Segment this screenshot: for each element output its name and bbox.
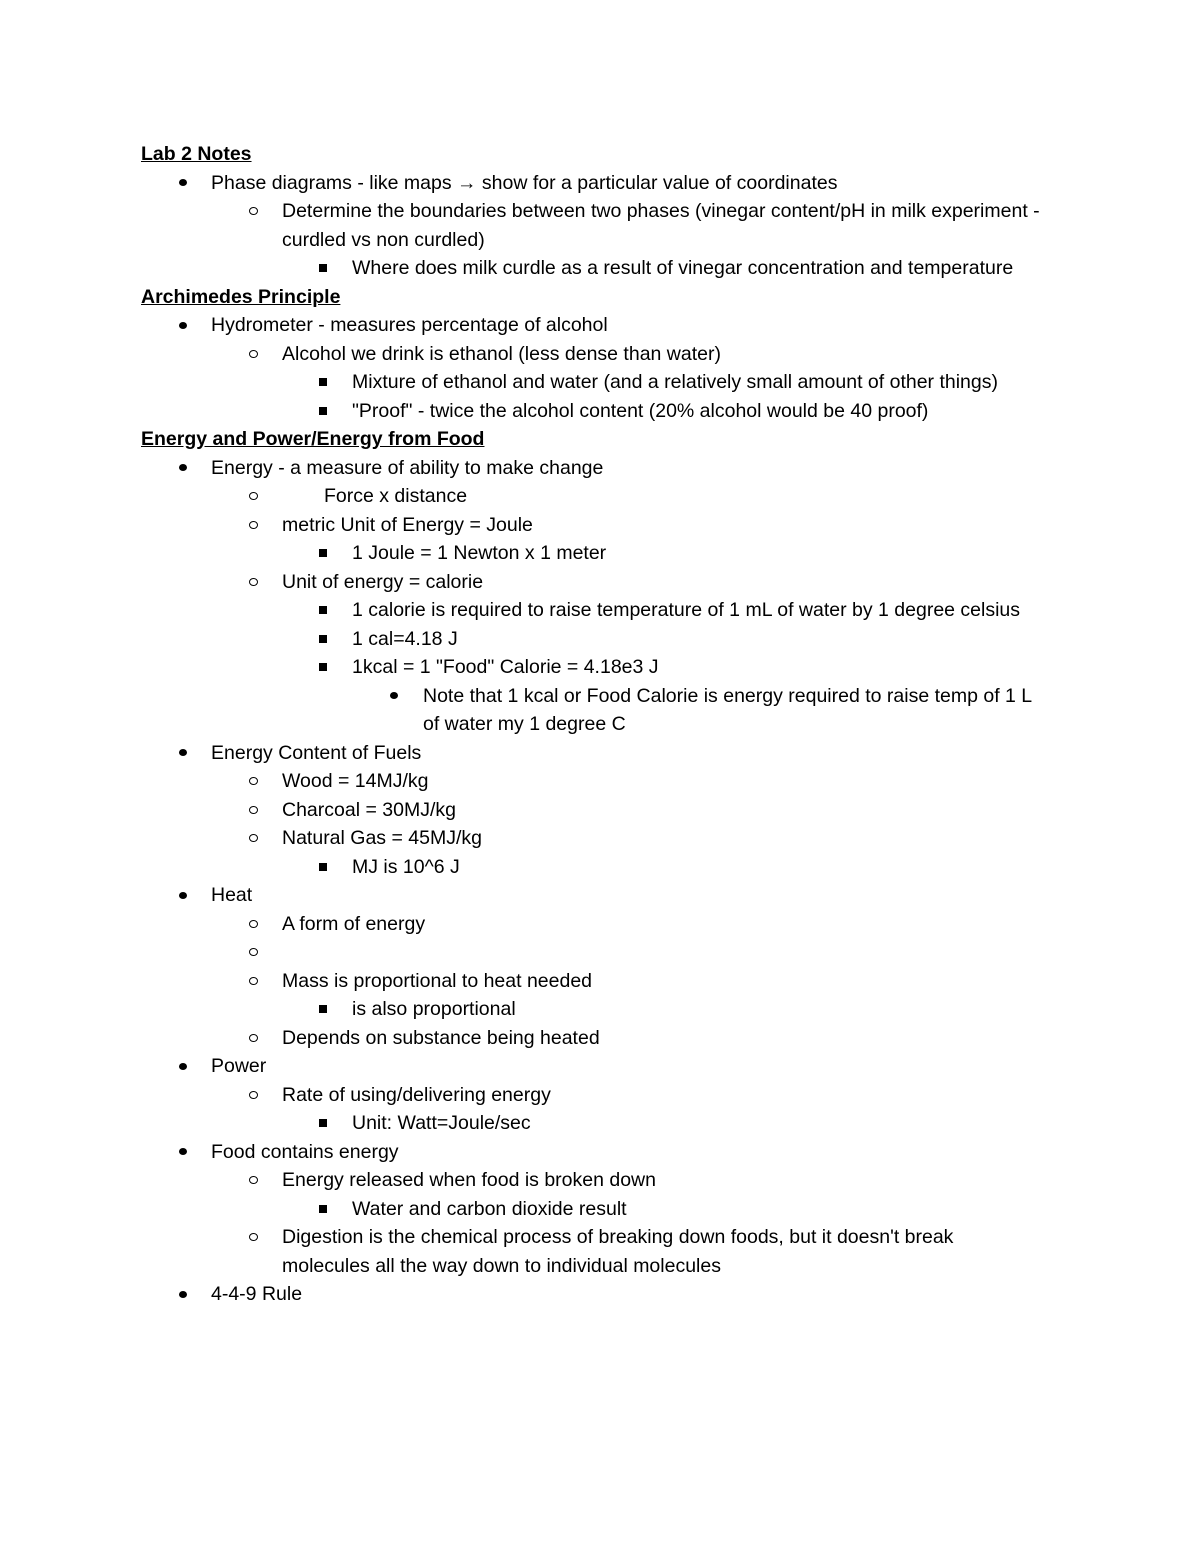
square-bullet-icon bbox=[319, 397, 327, 426]
hollow-circle-bullet-icon bbox=[249, 340, 258, 369]
list-item bbox=[141, 682, 1041, 739]
list-item bbox=[141, 1195, 1041, 1224]
list-item-text: Energy - a measure of ability to make change bbox=[211, 456, 604, 479]
list-item-text: Unit: Watt=Joule/sec bbox=[352, 1112, 531, 1134]
filled-circle-bullet-icon bbox=[179, 169, 187, 198]
list-item-text: 4-4-9 Rule bbox=[211, 1283, 303, 1305]
hollow-circle-bullet-icon bbox=[249, 511, 258, 540]
square-bullet-icon bbox=[319, 596, 327, 625]
list-item-text: Wood = 14MJ/kg bbox=[282, 770, 429, 792]
list-item-text: metric Unit of Energy = Joule bbox=[282, 513, 533, 536]
list-item bbox=[141, 539, 1041, 568]
list-item-text: Determine the boundaries between two phases (vinegar content/pH in milk experiment - curdled vs non curdled) bbox=[282, 200, 1040, 251]
list-item bbox=[141, 568, 1041, 597]
list-item bbox=[141, 397, 1041, 426]
hollow-circle-bullet-icon bbox=[249, 938, 258, 967]
list-item-text: 1kcal = 1 "Food" Calorie = 4.18e3 J bbox=[352, 656, 659, 678]
list-item bbox=[141, 311, 1041, 340]
list-item-text: Charcoal = 30MJ/kg bbox=[282, 798, 456, 821]
filled-circle-bullet-icon bbox=[179, 1052, 187, 1081]
list-item bbox=[141, 1109, 1041, 1138]
filled-circle-bullet-icon bbox=[179, 454, 187, 483]
hollow-circle-bullet-icon bbox=[249, 482, 258, 511]
hollow-circle-bullet-icon bbox=[249, 1166, 258, 1195]
list-item-text: Digestion is the chemical process of breaking down foods, but it doesn't break molecules all the way down to individual molecules bbox=[282, 1226, 954, 1277]
list-item-text: Depends on substance being heated bbox=[282, 1026, 600, 1049]
list-item bbox=[141, 1024, 1041, 1053]
filled-circle-bullet-icon bbox=[179, 739, 187, 768]
list-item-text: Mixture of ethanol and water (and a relatively small amount of other things) bbox=[352, 371, 998, 393]
list-item-text: MJ is 10^6 J bbox=[352, 855, 460, 878]
list-item bbox=[141, 1052, 1041, 1081]
list-item bbox=[141, 1166, 1041, 1195]
list-item bbox=[141, 995, 1041, 1024]
list-item-text: 1 cal=4.18 J bbox=[352, 627, 458, 650]
list-item bbox=[141, 653, 1041, 682]
list-item bbox=[141, 796, 1041, 825]
list-item bbox=[141, 1280, 1041, 1309]
list-item bbox=[141, 596, 1041, 625]
list-item bbox=[141, 482, 1041, 511]
square-bullet-icon bbox=[319, 254, 327, 283]
list-item-text: Note that 1 kcal or Food Calorie is energy required to raise temp of 1 L of water my 1 degree C bbox=[423, 684, 1032, 735]
square-bullet-icon bbox=[319, 653, 327, 682]
list-item-text: Rate of using/delivering energy bbox=[282, 1083, 551, 1106]
list-item bbox=[141, 938, 1041, 967]
square-bullet-icon bbox=[319, 625, 327, 654]
list-item bbox=[141, 340, 1041, 369]
hollow-circle-bullet-icon bbox=[249, 767, 258, 796]
hollow-circle-bullet-icon bbox=[249, 568, 258, 597]
section-heading: Energy and Power/Energy from Food bbox=[141, 428, 485, 450]
list-item-text: 1 calorie is required to raise temperature of 1 mL of water by 1 degree celsius bbox=[352, 599, 1021, 621]
list-item bbox=[141, 197, 1041, 254]
list-item-text: Food contains energy bbox=[211, 1140, 399, 1163]
list-item-text: Natural Gas = 45MJ/kg bbox=[282, 827, 482, 849]
list-item bbox=[141, 853, 1041, 882]
list-item-text: Energy Content of Fuels bbox=[211, 741, 422, 764]
list-item bbox=[141, 739, 1041, 768]
hollow-circle-bullet-icon bbox=[249, 824, 258, 853]
filled-circle-bullet-icon bbox=[179, 881, 187, 910]
list-item bbox=[141, 454, 1041, 483]
list-item bbox=[141, 625, 1041, 654]
square-bullet-icon bbox=[319, 995, 327, 1024]
list-item-text: Unit of energy = calorie bbox=[282, 570, 484, 593]
filled-circle-bullet-icon bbox=[179, 1280, 187, 1309]
square-bullet-icon bbox=[319, 853, 327, 882]
filled-circle-bullet-icon bbox=[390, 682, 398, 711]
list-item bbox=[141, 767, 1041, 796]
list-item-text: is also proportional bbox=[352, 998, 516, 1020]
hollow-circle-bullet-icon bbox=[249, 197, 258, 226]
hollow-circle-bullet-icon bbox=[249, 1024, 258, 1053]
section-heading: Lab 2 Notes bbox=[141, 143, 252, 165]
list-item-text: Power bbox=[211, 1055, 267, 1077]
filled-circle-bullet-icon bbox=[179, 1138, 187, 1167]
list-item bbox=[141, 967, 1041, 996]
list-item-text: Where does milk curdle as a result of vinegar concentration and temperature bbox=[352, 257, 1014, 279]
list-item-text: Force x distance bbox=[324, 485, 468, 507]
list-item-text: Energy released when food is broken down bbox=[282, 1169, 656, 1191]
list-item bbox=[141, 824, 1041, 853]
list-item bbox=[141, 1223, 1041, 1280]
square-bullet-icon bbox=[319, 1195, 327, 1224]
square-bullet-icon bbox=[319, 539, 327, 568]
list-item-text: A form of energy bbox=[282, 912, 426, 935]
list-item-text: Alcohol we drink is ethanol (less dense than water) bbox=[282, 342, 721, 365]
list-item-text: Phase diagrams - like maps → show for a particular value of coordinates bbox=[211, 171, 838, 194]
list-item bbox=[141, 1081, 1041, 1110]
list-item bbox=[141, 254, 1041, 283]
list-item-text: Mass is proportional to heat needed bbox=[282, 969, 593, 992]
square-bullet-icon bbox=[319, 368, 327, 397]
hollow-circle-bullet-icon bbox=[249, 1081, 258, 1110]
list-item-text: "Proof" - twice the alcohol content (20% alcohol would be 40 proof) bbox=[352, 399, 929, 422]
list-item bbox=[141, 169, 1041, 198]
list-item bbox=[141, 910, 1041, 939]
document-body bbox=[141, 140, 1041, 1309]
hollow-circle-bullet-icon bbox=[249, 910, 258, 939]
list-item-text: Hydrometer - measures percentage of alcohol bbox=[211, 314, 608, 336]
filled-circle-bullet-icon bbox=[179, 311, 187, 340]
hollow-circle-bullet-icon bbox=[249, 1223, 258, 1252]
square-bullet-icon bbox=[319, 1109, 327, 1138]
list-item bbox=[141, 1138, 1041, 1167]
list-item bbox=[141, 368, 1041, 397]
list-item-text: 1 Joule = 1 Newton x 1 meter bbox=[352, 542, 607, 564]
list-item bbox=[141, 511, 1041, 540]
hollow-circle-bullet-icon bbox=[249, 967, 258, 996]
list-item-text: Water and carbon dioxide result bbox=[352, 1197, 627, 1220]
hollow-circle-bullet-icon bbox=[249, 796, 258, 825]
section-heading: Archimedes Principle bbox=[141, 285, 341, 308]
list-item-text: Heat bbox=[211, 884, 253, 906]
list-item bbox=[141, 881, 1041, 910]
